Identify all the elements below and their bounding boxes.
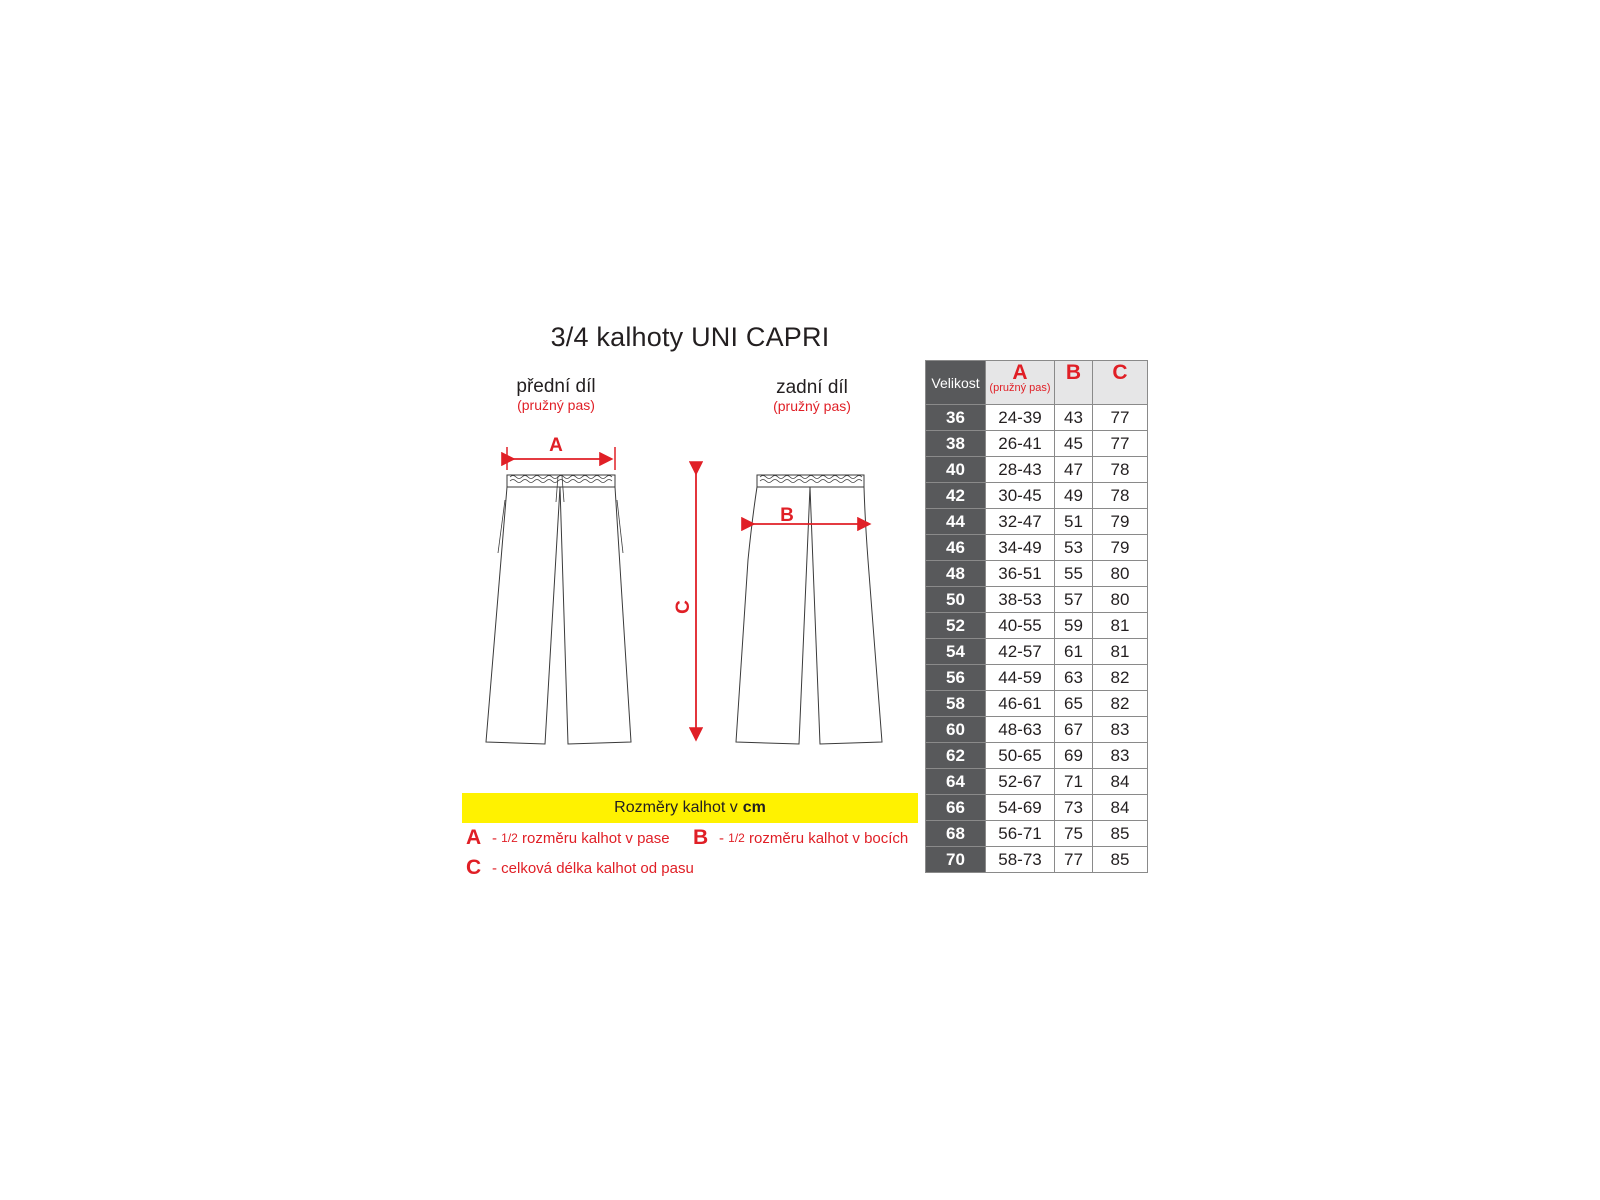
a-cell: 32-47 [986,509,1055,535]
size-cell: 54 [926,639,986,665]
header-a-letter: A [1012,361,1028,384]
c-cell: 83 [1093,743,1148,769]
legend-b-text: rozměru kalhot v bocích [749,829,909,847]
table-row [926,613,1148,639]
a-cell: 56-71 [986,821,1055,847]
b-cell: 67 [1055,717,1093,743]
c-cell: 77 [1093,405,1148,431]
table-row [926,483,1148,509]
size-cell: 68 [926,821,986,847]
a-cell: 38-53 [986,587,1055,613]
a-cell: 28-43 [986,457,1055,483]
b-cell: 49 [1055,483,1093,509]
c-cell: 84 [1093,795,1148,821]
c-cell: 79 [1093,535,1148,561]
size-cell: 64 [926,769,986,795]
table-row [926,535,1148,561]
c-cell: 84 [1093,769,1148,795]
c-cell: 79 [1093,509,1148,535]
size-cell: 40 [926,457,986,483]
c-cell: 81 [1093,613,1148,639]
size-cell: 38 [926,431,986,457]
header-a-subtitle: (pružný pas) [989,382,1051,394]
b-cell: 45 [1055,431,1093,457]
size-cell: 56 [926,665,986,691]
size-cell: 48 [926,561,986,587]
back-trousers-outline [736,475,882,744]
a-cell: 30-45 [986,483,1055,509]
legend-item-a [466,826,670,850]
a-cell: 34-49 [986,535,1055,561]
a-cell: 52-67 [986,769,1055,795]
header-a [986,361,1055,405]
size-cell: 62 [926,743,986,769]
table-row [926,509,1148,535]
table-row [926,665,1148,691]
legend-b-letter: B [693,826,709,849]
size-table [925,360,1148,873]
size-cell: 58 [926,691,986,717]
table-row [926,743,1148,769]
table-row [926,847,1148,873]
header-c: C [1093,361,1148,405]
c-cell: 85 [1093,847,1148,873]
a-cell: 40-55 [986,613,1055,639]
legend-b-prefix: - [719,829,724,847]
b-cell: 55 [1055,561,1093,587]
back-panel-subtitle: (pružný pas) [773,398,851,414]
c-cell: 82 [1093,665,1148,691]
size-cell: 42 [926,483,986,509]
header-b: B [1055,361,1093,405]
c-cell: 77 [1093,431,1148,457]
a-cell: 36-51 [986,561,1055,587]
dimension-b-label: B [780,505,794,526]
legend-bar [462,793,918,823]
table-row [926,405,1148,431]
c-cell: 78 [1093,483,1148,509]
b-cell: 73 [1055,795,1093,821]
a-cell: 48-63 [986,717,1055,743]
size-cell: 50 [926,587,986,613]
legend-item-b [693,826,908,850]
table-row [926,795,1148,821]
legend-a-letter: A [466,826,482,849]
size-cell: 60 [926,717,986,743]
trousers-drawing [0,0,920,780]
front-panel-subtitle: (pružný pas) [517,397,595,413]
size-cell: 66 [926,795,986,821]
b-cell: 75 [1055,821,1093,847]
b-cell: 61 [1055,639,1093,665]
legend-a-prefix: - [492,829,497,847]
legend-item-c [466,856,694,880]
chart-title: 3/4 kalhoty UNI CAPRI [550,322,830,352]
table-row [926,717,1148,743]
table-row [926,639,1148,665]
c-cell: 82 [1093,691,1148,717]
c-cell: 78 [1093,457,1148,483]
legend-c-text: - celková délka kalhot od pasu [492,859,694,877]
front-trousers-outline [486,475,631,744]
header-size: Velikost [926,361,986,405]
legend-a-fraction: 1/2 [501,831,518,845]
b-cell: 53 [1055,535,1093,561]
b-cell: 51 [1055,509,1093,535]
size-table-header-row [926,361,1148,405]
a-cell: 50-65 [986,743,1055,769]
c-cell: 81 [1093,639,1148,665]
legend-bar-unit: cm [742,799,766,816]
table-row [926,561,1148,587]
size-cell: 70 [926,847,986,873]
legend-bar-text: Rozměry kalhot v [614,799,738,816]
front-panel-title: přední díl [516,376,596,397]
b-cell: 71 [1055,769,1093,795]
dimension-c-label: C [673,600,694,614]
legend-b-fraction: 1/2 [728,831,745,845]
table-row [926,431,1148,457]
a-cell: 46-61 [986,691,1055,717]
a-cell: 26-41 [986,431,1055,457]
table-row [926,457,1148,483]
a-cell: 24-39 [986,405,1055,431]
a-cell: 54-69 [986,795,1055,821]
table-row [926,821,1148,847]
b-cell: 65 [1055,691,1093,717]
back-panel-title: zadní díl [776,377,848,398]
size-cell: 52 [926,613,986,639]
a-cell: 44-59 [986,665,1055,691]
a-cell: 58-73 [986,847,1055,873]
b-cell: 43 [1055,405,1093,431]
table-row [926,769,1148,795]
size-cell: 46 [926,535,986,561]
c-cell: 80 [1093,561,1148,587]
c-cell: 85 [1093,821,1148,847]
table-row [926,587,1148,613]
size-cell: 36 [926,405,986,431]
size-cell: 44 [926,509,986,535]
table-row [926,691,1148,717]
dimension-a-label: A [549,435,563,456]
b-cell: 69 [1055,743,1093,769]
c-cell: 80 [1093,587,1148,613]
b-cell: 63 [1055,665,1093,691]
b-cell: 57 [1055,587,1093,613]
legend-a-text: rozměru kalhot v pase [522,829,670,847]
b-cell: 47 [1055,457,1093,483]
b-cell: 59 [1055,613,1093,639]
size-table-body [926,405,1148,873]
legend-c-letter: C [466,856,482,879]
a-cell: 42-57 [986,639,1055,665]
b-cell: 77 [1055,847,1093,873]
c-cell: 83 [1093,717,1148,743]
